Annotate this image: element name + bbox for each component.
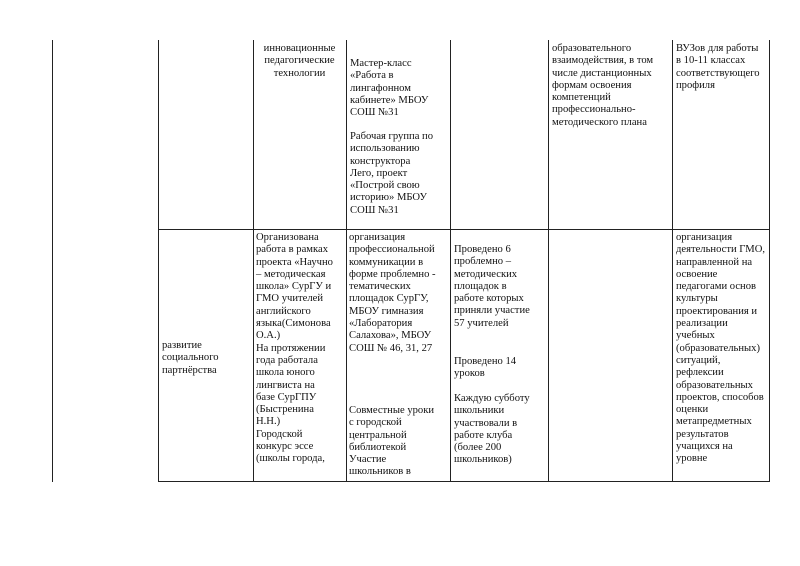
table-bottom — [158, 481, 770, 482]
cell-text: Организована работа в рамках проекта «Научно – методическая школа» СурГУ и ГМО учителей английского языка(Симонова О.А.) На протяжении года работала школа юного лингвиста на базе СурГПУ (Быстренина Н.Н.) Городской конкурс эссе (школы города, — [256, 232, 333, 465]
cell-text: Каждую субботу школьники участвовали в работе клуба (более 200 школьников) — [454, 393, 530, 466]
row-label: развитие социального партнёрства — [162, 340, 219, 376]
cell-text: Совместные уроки с городской центральной библиотекой Участие школьников в — [349, 405, 435, 478]
cell-text: инновационные педагогические технологии — [263, 43, 336, 79]
cell-text: Проведено 6 проблемно – методических площадок в работе которых приняли участие 57 учителей — [454, 244, 530, 329]
table-border — [450, 40, 451, 482]
margin-line — [52, 40, 53, 482]
table-border — [253, 40, 254, 482]
row-divider — [158, 229, 770, 230]
table-border — [548, 40, 549, 482]
table-border — [769, 40, 770, 482]
cell-text: Мастер-класс «Работа в лингафонном кабинете» МБОУ СОШ №31 — [350, 58, 429, 119]
cell-text: Рабочая группа по использованию конструктора Лего, проект «Построй свою историю» МБОУ СОШ №31 — [350, 131, 434, 216]
cell-text: ВУЗов для работы в 10-11 классах соответствующего профиля — [676, 43, 760, 91]
table-border — [158, 40, 159, 482]
cell-text: организация деятельности ГМО, направленной на освоение педагогами основ культуры проектирования и реализации учебных (образовательных) ситуаций, рефлексии образовательных проектов, способов оценки метапредметных результатов учащихся на уровне — [676, 232, 765, 465]
cell-text: Проведено 14 уроков — [454, 356, 517, 380]
table-border — [346, 40, 347, 482]
table-border — [672, 40, 673, 482]
cell-text: организация профессиональной коммуникации в форме проблемно - тематических площадок СурГУ, МБОУ гимназия «Лаборатория Салахова», МБОУ СОШ № 46, 31, 27 — [349, 232, 436, 354]
cell-text: образовательного взаимодействия, в том числе дистанционных формам освоения компетенций профессионально- методического плана — [552, 43, 654, 128]
